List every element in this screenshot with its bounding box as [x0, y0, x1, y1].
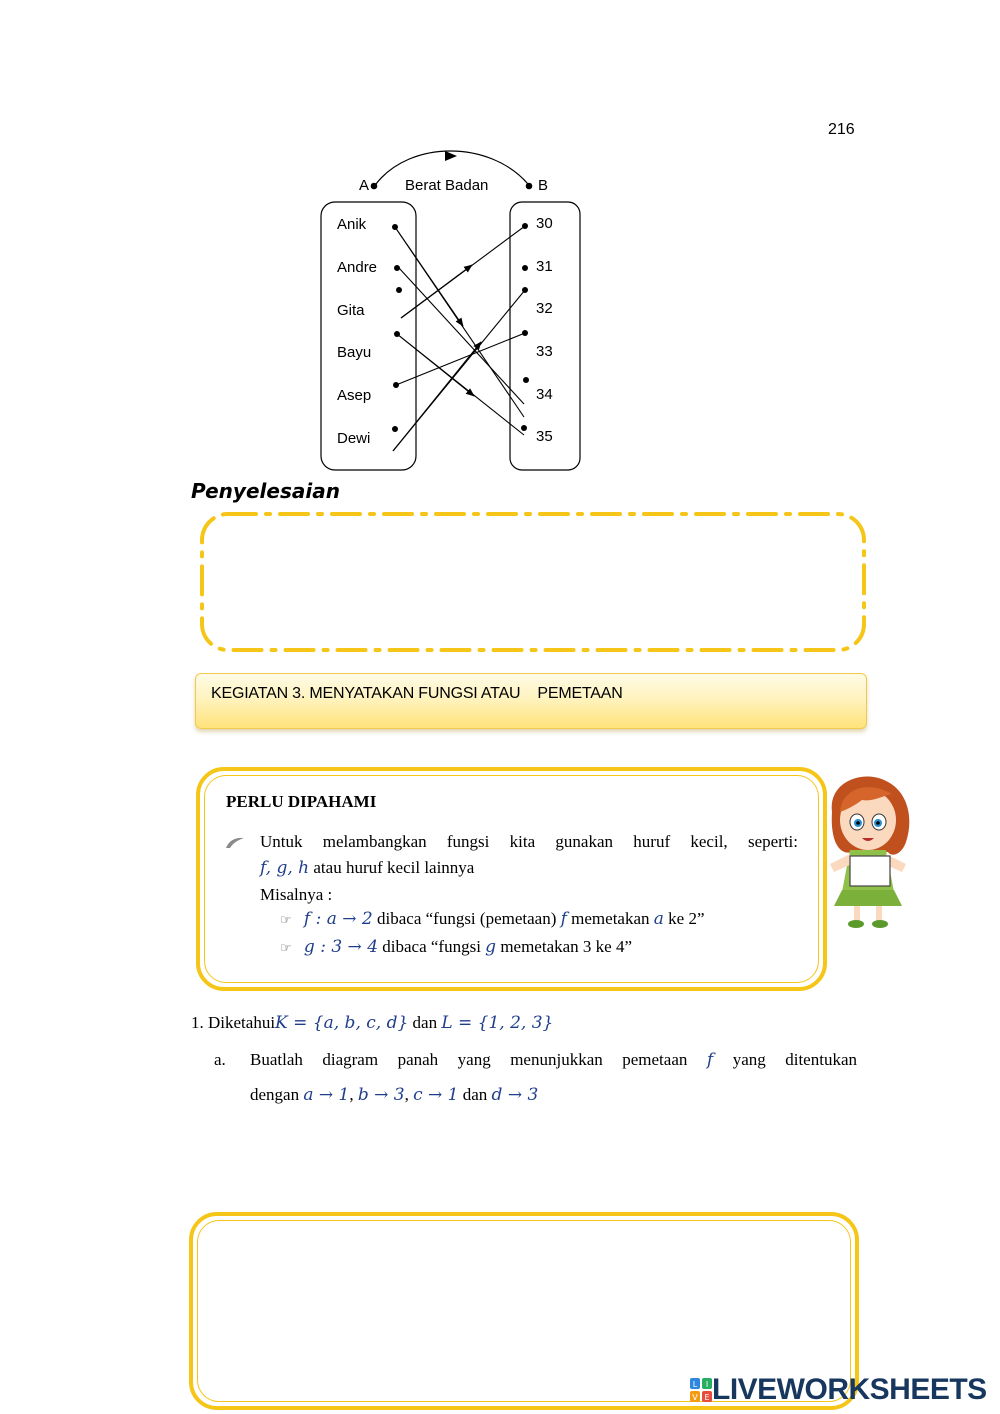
conjunction: dan — [412, 1013, 438, 1032]
arrow-diagram — [300, 145, 600, 475]
set-l: L = {1, 2, 3} — [441, 1013, 554, 1033]
part-a-label: a. — [214, 1050, 226, 1069]
codomain-item: 32 — [536, 300, 553, 317]
domain-item: Anik — [337, 216, 367, 233]
mapping-1: a → 1 — [303, 1085, 350, 1105]
pointing-hand-icon: ☞ — [280, 941, 292, 956]
example-1-f: f — [560, 909, 567, 929]
example-2-text-a: dibaca “fungsi — [382, 937, 481, 956]
activity-banner-title: KEGIATAN 3. MENYATAKAN FUNGSI ATAU PEMETAAN — [211, 685, 623, 702]
domain-item: Asep — [337, 387, 372, 404]
liveworksheets-logo — [690, 1373, 987, 1407]
part-a-text-1: Buatlah diagram panah yang menunjukkan pemetaan — [250, 1050, 688, 1069]
example-2 — [280, 937, 632, 957]
pointing-hand-icon: ☞ — [280, 913, 292, 928]
codomain-item: 35 — [536, 428, 553, 445]
logo-letter: V — [692, 1393, 698, 1402]
question-1 — [191, 1013, 553, 1033]
example-1-text-b: memetakan — [571, 909, 650, 928]
note-line-3: Misalnya : — [260, 885, 333, 904]
with-label: dengan — [250, 1085, 300, 1104]
example-1-math: f : a → 2 — [303, 909, 373, 929]
liveworksheets-brand-name: LIVEWORKSHEETS — [712, 1373, 987, 1406]
example-2-math: g : 3 → 4 — [303, 937, 379, 957]
pencil-bullet-icon — [224, 836, 246, 850]
part-a-text-2: yang ditentukan — [732, 1050, 857, 1069]
mapping-3: c → 1 — [413, 1085, 459, 1105]
note-line-2 — [260, 858, 474, 878]
codomain-item: 33 — [536, 343, 553, 360]
codomain-item: 30 — [536, 215, 553, 232]
logo-letter: E — [704, 1393, 710, 1402]
section-title: Penyelesaian — [191, 479, 340, 503]
mapping-4: d → 3 — [491, 1085, 539, 1105]
logo-letter: L — [692, 1380, 698, 1389]
set-b-label: B — [538, 177, 549, 194]
answer-area-1[interactable] — [196, 507, 870, 657]
page-number: 216 — [828, 121, 855, 138]
example-1 — [280, 909, 705, 929]
mapping-2: b → 3 — [357, 1085, 405, 1105]
part-a-f: f — [706, 1050, 714, 1070]
domain-item: Dewi — [337, 430, 371, 447]
conjunction-2: dan — [462, 1085, 488, 1104]
set-k: K = {a, b, c, d} — [275, 1013, 409, 1033]
codomain-item: 31 — [536, 258, 553, 275]
note-line-1: Untuk melambangkan fungsi kita gunakan huruf kecil, seperti: — [260, 832, 798, 851]
set-b-dot — [526, 183, 533, 190]
set-a-label: A — [359, 177, 370, 194]
activity-banner — [195, 673, 867, 729]
example-1-text-a: dibaca “fungsi (pemetaan) — [377, 909, 557, 928]
question-number: 1. — [191, 1013, 204, 1032]
part-a-mapping: dengan a → 1, b → 3, c → 1 dan d → 3 — [250, 1085, 539, 1105]
relation-label: Berat Badan — [405, 177, 489, 194]
domain-item: Andre — [337, 259, 378, 276]
example-2-g: g — [485, 937, 497, 957]
note-line-2-text: atau huruf kecil lainnya — [313, 858, 475, 877]
logo-letter: I — [705, 1380, 709, 1389]
liveworksheets-logo-icon — [690, 1378, 712, 1402]
example-1-a: a — [653, 909, 664, 929]
function-symbols: f, g, h — [260, 858, 310, 878]
girl-illustration — [822, 772, 918, 930]
example-1-text-c: ke 2” — [668, 909, 705, 928]
known-label: Diketahui — [208, 1013, 276, 1032]
example-2-text-b: memetakan 3 ke 4” — [500, 937, 633, 956]
domain-item: Gita — [337, 302, 365, 319]
note-title: PERLU DIPAHAMI — [226, 792, 377, 811]
codomain-item: 34 — [536, 386, 553, 403]
domain-item: Bayu — [337, 344, 372, 361]
part-a-text — [250, 1050, 857, 1070]
